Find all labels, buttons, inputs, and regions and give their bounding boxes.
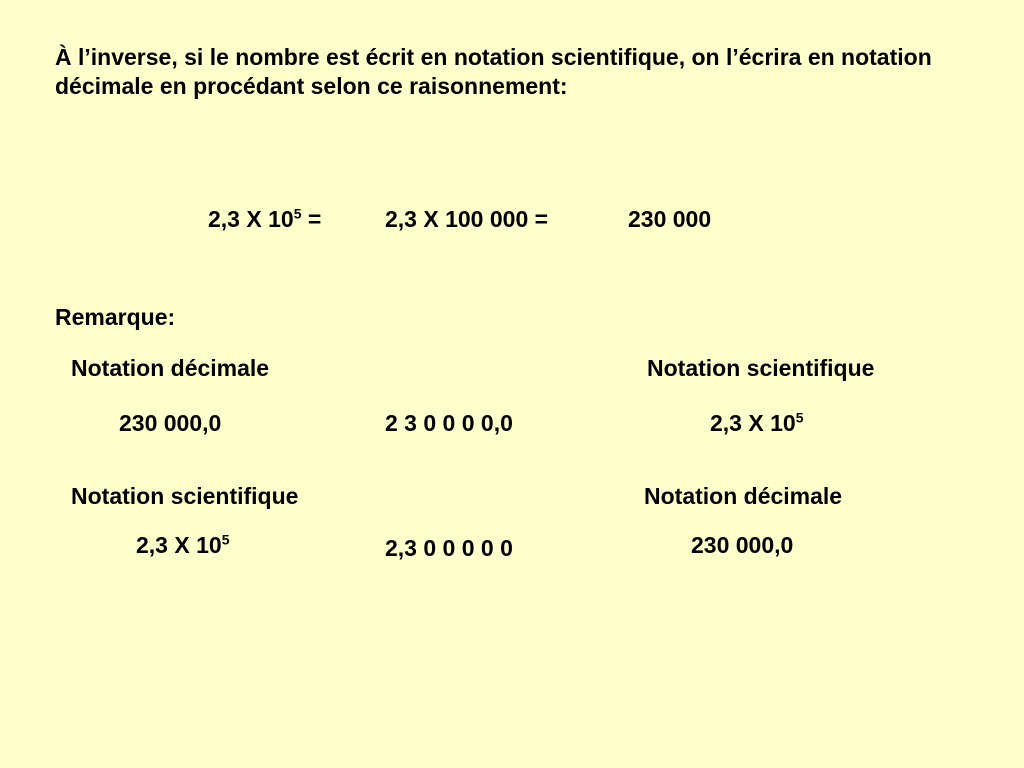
- row1-scientific-base: 2,3 X 10: [710, 410, 796, 436]
- row2-scientific-exponent: 5: [221, 531, 230, 548]
- equation-expanded: 2,3 X 100 000 =: [385, 206, 549, 232]
- intro-paragraph: À l’inverse, si le nombre est écrit en notation scientifique, on l’écrira en notation décimale en procédant selon ce raisonnement:: [55, 44, 932, 99]
- row1-decimal-value: 230 000,0: [119, 410, 222, 436]
- equation-scientific-equals: =: [301, 206, 322, 232]
- row1-scientific-value: [710, 409, 803, 438]
- row1-spaced-value: 2 3 0 0 0 0,0: [385, 410, 513, 436]
- row1-scientific-exponent: 5: [795, 409, 804, 426]
- row1-right-heading: Notation scientifique: [647, 355, 875, 381]
- row2-scientific-base: 2,3 X 10: [136, 532, 222, 558]
- remark-label: Remarque:: [55, 304, 176, 330]
- row2-left-heading: Notation scientifique: [71, 483, 299, 509]
- row2-spaced-value: 2,3 0 0 0 0 0: [385, 535, 513, 561]
- row2-right-heading: Notation décimale: [644, 483, 843, 509]
- row2-scientific-value: [136, 531, 229, 560]
- equation-scientific-base: 2,3 X 10: [208, 206, 294, 232]
- row1-left-heading: Notation décimale: [71, 355, 270, 381]
- row2-decimal-value: 230 000,0: [691, 532, 794, 558]
- equation-result: 230 000: [628, 206, 712, 232]
- equation-scientific-exponent: 5: [293, 205, 302, 222]
- equation-scientific: [208, 205, 321, 234]
